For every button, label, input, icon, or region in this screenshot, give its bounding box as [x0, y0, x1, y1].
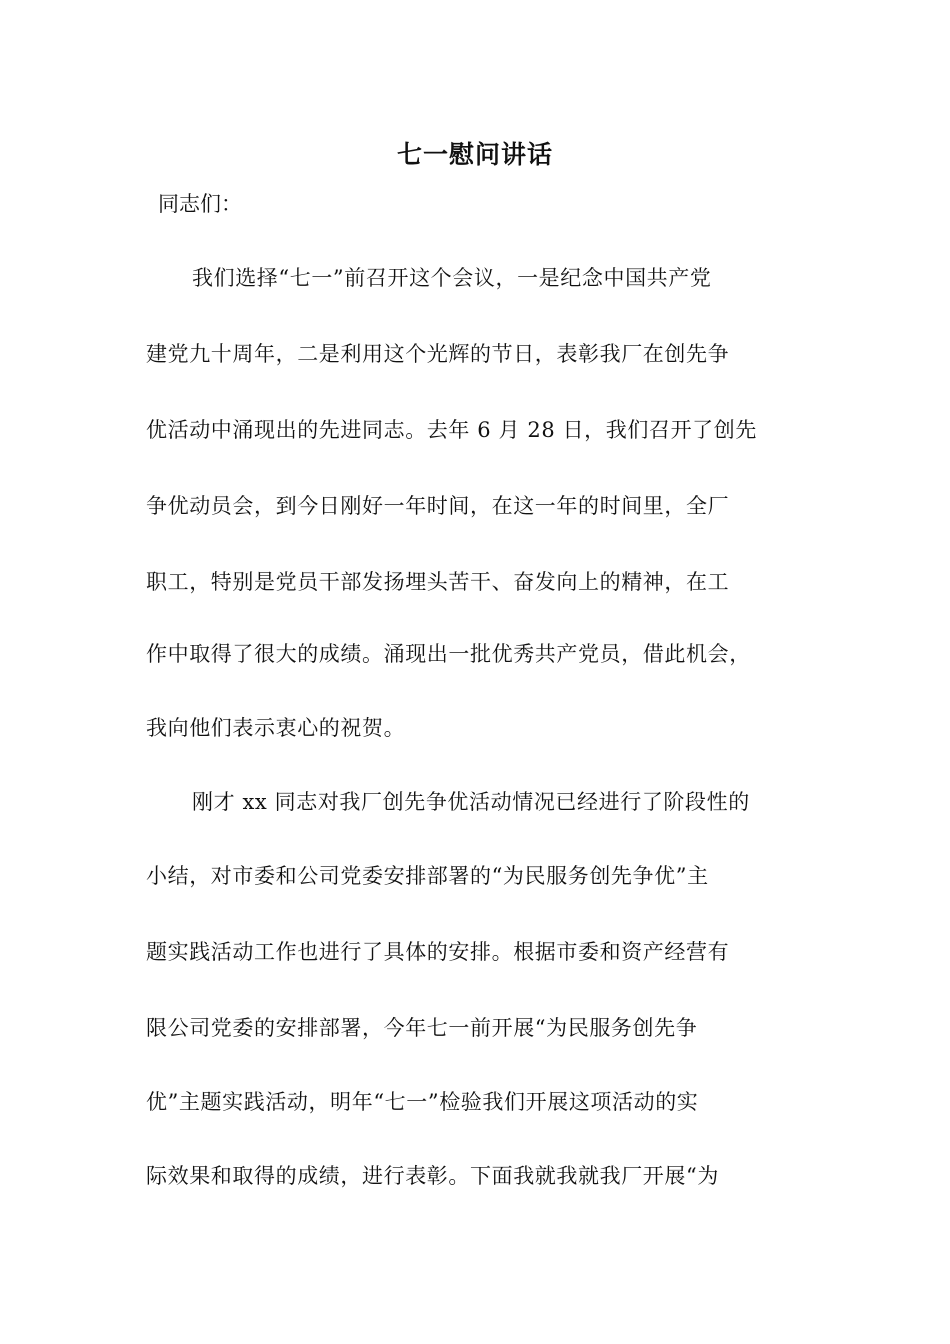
paragraph-line: 争优动员会，到今日刚好一年时间，在这一年的时间里，全厂 [146, 494, 730, 518]
paragraph-line: 建党九十周年，二是利用这个光辉的节日，表彰我厂在创先争 [146, 342, 730, 366]
document-title: 七一慰问讲话 [396, 140, 553, 169]
paragraph-line: 限公司党委的安排部署，今年七一前开展“为民服务创先争 [146, 1016, 698, 1040]
paragraph-line: 际效果和取得的成绩，进行表彰。下面我就我就我厂开展“为 [146, 1164, 719, 1188]
paragraph-line: 我向他们表示衷心的祝贺。 [146, 716, 406, 740]
salutation: 同志们： [158, 192, 242, 216]
paragraph-line: 刚才 xx 同志对我厂创先争优活动情况已经进行了阶段性的 [192, 790, 750, 814]
paragraph-line: 优”主题实践活动，明年“七一”检验我们开展这项活动的实 [146, 1090, 699, 1114]
paragraph-line: 作中取得了很大的成绩。涌现出一批优秀共产党员，借此机会， [146, 642, 751, 666]
paragraph-line: 职工，特别是党员干部发扬埋头苦干、奋发向上的精神，在工 [146, 570, 730, 594]
paragraph-line: 题实践活动工作也进行了具体的安排。根据市委和资产经营有 [146, 940, 730, 964]
paragraph-line: 我们选择“七一”前召开这个会议，一是纪念中国共产党 [192, 266, 712, 290]
paragraph-line: 优活动中涌现出的先进同志。去年 6 月 28 日，我们召开了创先 [146, 418, 757, 442]
paragraph-line: 小结，对市委和公司党委安排部署的“为民服务创先争优”主 [146, 864, 709, 888]
